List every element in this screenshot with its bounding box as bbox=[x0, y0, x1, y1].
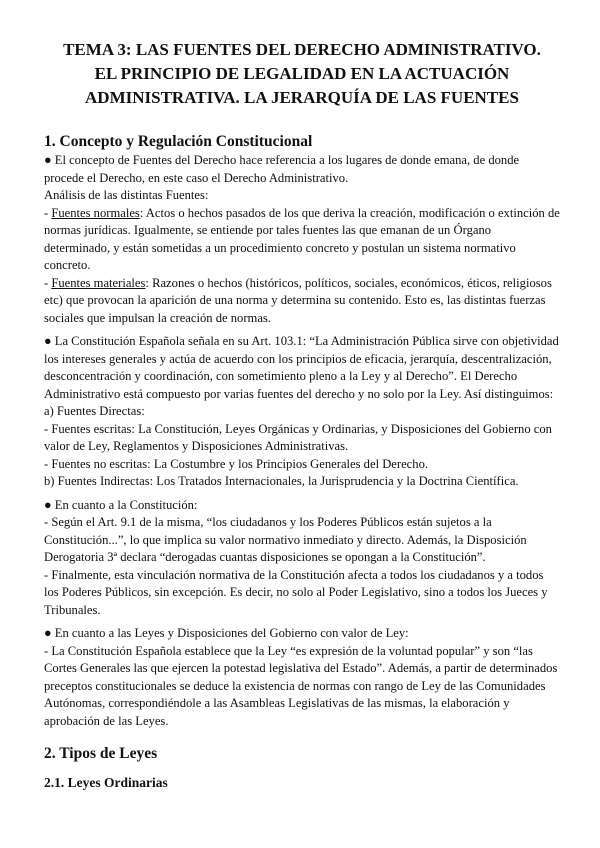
paragraph-constitucion-label: ● En cuanto a la Constitución: bbox=[44, 497, 198, 512]
paragraph-art-103: ● La Constitución Española señala en su Art. 103.1: “La Administración Pública sirve con objetividad los intereses generales y actúa de acuerdo con los principios de eficacia, jerarquía, descentralización, desconcentración y coordinación, con sometimiento pleno a la Ley y al Derecho”. El Derecho Administrativo está compuesto por varias fuentes del derecho y no solo por la Ley. Así distinguimos: bbox=[44, 334, 559, 401]
document-title bbox=[44, 38, 560, 110]
paragraph-concept: ● El concepto de Fuentes del Derecho hace referencia a los lugares de donde emana, de donde procede el Derecho, en este caso el Derecho Administrativo. bbox=[44, 153, 520, 185]
paragraph-fuentes-indirectas: b) Fuentes Indirectas: Los Tratados Internacionales, la Jurisprudencia y la Doctrina Científica. bbox=[44, 474, 519, 488]
section-2-1-heading: 2.1. Leyes Ordinarias bbox=[44, 775, 168, 790]
paragraph-fuentes-escritas: - Fuentes escritas: La Constitución, Leyes Orgánicas y Ordinarias, y Disposiciones del Gobierno con valor de Ley, Reglamentos y Disposiciones Administrativas. bbox=[44, 421, 552, 453]
section-2-heading: 2. Tipos de Leyes bbox=[44, 745, 158, 762]
fuentes-materiales-label: Fuentes materiales bbox=[51, 275, 146, 290]
title-line-2: EL PRINCIPIO DE LEGALIDAD EN LA ACTUACIÓN bbox=[94, 64, 510, 83]
title-line-1: TEMA 3: LAS FUENTES DEL DERECHO ADMINISTRATIVO. bbox=[63, 40, 541, 59]
paragraph-fuentes-directas: a) Fuentes Directas: bbox=[44, 404, 145, 418]
fuentes-normales-label: Fuentes normales bbox=[51, 205, 140, 220]
fuentes-materiales-text: : Razones o hechos (históricos, políticos, sociales, económicos, éticos, religiosos etc) que provocan la aparición de una norma y determina su contenido. Esto es, las distintas fuerzas sociales que impulsan la creación de normas. bbox=[44, 275, 552, 325]
paragraph-voluntad-popular: - La Constitución Española establece que la Ley “es expresión de la voluntad popular” y son “las Cortes Generales las que ejercen la potestad legislativa del Estado”. Además, a partir de determinados preceptos constitucionales se deduce la existencia de normas con rango de Ley de las Comunidades Autónomas, correspondiéndole a las Asambleas Legislativas de las mismas, la elaboración y aprobación de las Leyes. bbox=[44, 643, 558, 728]
paragraph-analysis-label: Análisis de las distintas Fuentes: bbox=[44, 188, 209, 202]
paragraph-leyes-label: ● En cuanto a las Leyes y Disposiciones del Gobierno con valor de Ley: bbox=[44, 626, 409, 640]
paragraph-fuentes-materiales: - Fuentes materiales: Razones o hechos (históricos, políticos, sociales, económicos, éticos, religiosos etc) que provocan la aparición de una norma y determina su contenido. Esto es, las distintas fuerzas sociales que impulsan la creación de normas. bbox=[44, 275, 552, 325]
title-line-3: ADMINISTRATIVA. LA JERARQUÍA DE LAS FUENTES bbox=[85, 88, 519, 107]
paragraph-art-9: - Según el Art. 9.1 de la misma, “los ciudadanos y los Poderes Públicos están sujetos a la Constitución...”, lo que implica su valor normativo inmediato y directo. Además, la Disposición Derogatoria 3ª declara “derogadas cuantas disposiciones se opongan a la Constitución”. bbox=[44, 515, 527, 564]
paragraph-fuentes-no-escritas: - Fuentes no escritas: La Costumbre y los Principios Generales del Derecho. bbox=[44, 456, 429, 471]
section-1-heading: 1. Concepto y Regulación Constitucional bbox=[44, 133, 313, 150]
paragraph-vinculacion: - Finalmente, esta vinculación normativa de la Constitución afecta a todos los ciudadanos y a todos los Poderes Públicos, sin excepción. Es decir, no solo al Poder Legislativo, sino a todos los Jueces y Tribunales. bbox=[44, 567, 548, 617]
fuentes-normales-text: : Actos o hechos pasados de los que deriva la creación, modificación o extinción de normas jurídicas. Igualmente, se entiende por tales fuentes las que emanan de un Órgano determinado, y están sometidas a un procedimiento concreto y postulan un sistema normativo concreto. bbox=[44, 205, 560, 272]
paragraph-fuentes-normales: - Fuentes normales: Actos o hechos pasados de los que deriva la creación, modificación o extinción de normas jurídicas. Igualmente, se entiende por tales fuentes las que emanan de un Órgano determinado, y están sometidas a un procedimiento concreto y postulan un sistema normativo concreto. bbox=[44, 205, 560, 272]
